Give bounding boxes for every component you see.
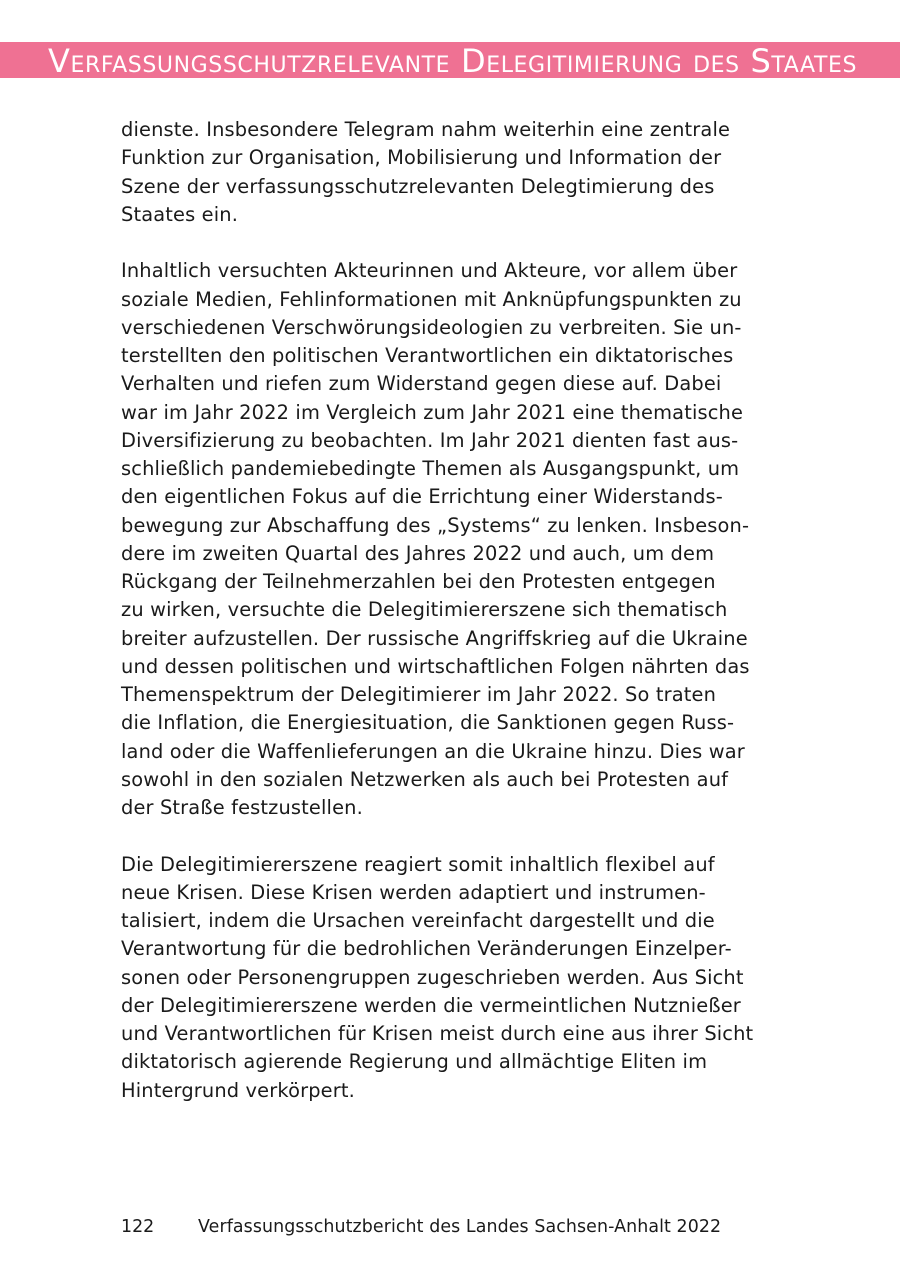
paragraph: Inhaltlich versuchten Akteurinnen und Akteure, vor allem über soziale Medien, Fehlinformationen mit Anknüpfungspunkten zu verschiedenen Verschwörungsideologien zu verbreiten. Sie un- terstellten den politischen Verantwortlichen ein diktatorisches Verhalten und riefen zum Widerstand gegen diese auf. Dabei war im Jahr 2022 im Vergleich zum Jahr 2021 eine thematische Diversifizierung zu beobachten. Im Jahr 2021 dienten fast aus- schließlich pandemiebedingte Themen als Ausgangspunkt, um den eigentlichen Fokus auf die Errichtung einer Widerstands- bewegung zur Abschaffung des „Systems“ zu lenken. Insbeson- dere im zweiten Quartal des Jahres 2022 und auch, um dem Rückgang der Teilnehmerzahlen bei den Protesten entgegen zu wirken, versuchte die Delegitimiererszene sich thematisch breiter aufzustellen. Der russische Angriffskrieg auf die Ukraine und dessen politischen und wirtschaftlichen Folgen nährten das Themenspektrum der Delegitimierer im Jahr 2022. So traten die Inflation, die Energiesituation, die Sanktionen gegen Russ- land oder die Waffenlieferungen an die Ukraine hinzu. Dies war sowohl in den sozialen Netzwerken als auch bei Protesten auf der Straße festzustellen. [121,259,750,819]
paragraph: dienste. Insbesondere Telegram nahm weiterhin eine zentrale Funktion zur Organisation, Mobilisierung und Information der Szene der verfassungsschutzrelevanten Delegtimierung des Staates ein. [121,118,731,226]
footer-title: Verfassungsschutzbericht des Landes Sachsen-Anhalt 2022 [198,1217,722,1237]
page-number: 122 [121,1217,155,1237]
page-header-title: Verfassungsschutzrelevante Delegitimierung des Staates [48,42,858,80]
paragraph: Die Delegitimiererszene reagiert somit inhaltlich flexibel auf neue Krisen. Diese Krisen werden adaptiert und instrumen- talisiert, indem die Ursachen vereinfacht dargestellt und die Verantwortung für die bedrohlichen Veränderungen Einzelper- sonen oder Personengruppen zugeschrieben werden. Aus Sicht der Delegitimiererszene werden die vermeintlichen Nutznießer und Verantwortlichen für Krisen meist durch eine aus ihrer Sicht diktatorisch agierende Regierung und allmächtige Eliten im Hintergrund verkörpert. [121,852,754,1102]
main-text [121,116,781,1105]
